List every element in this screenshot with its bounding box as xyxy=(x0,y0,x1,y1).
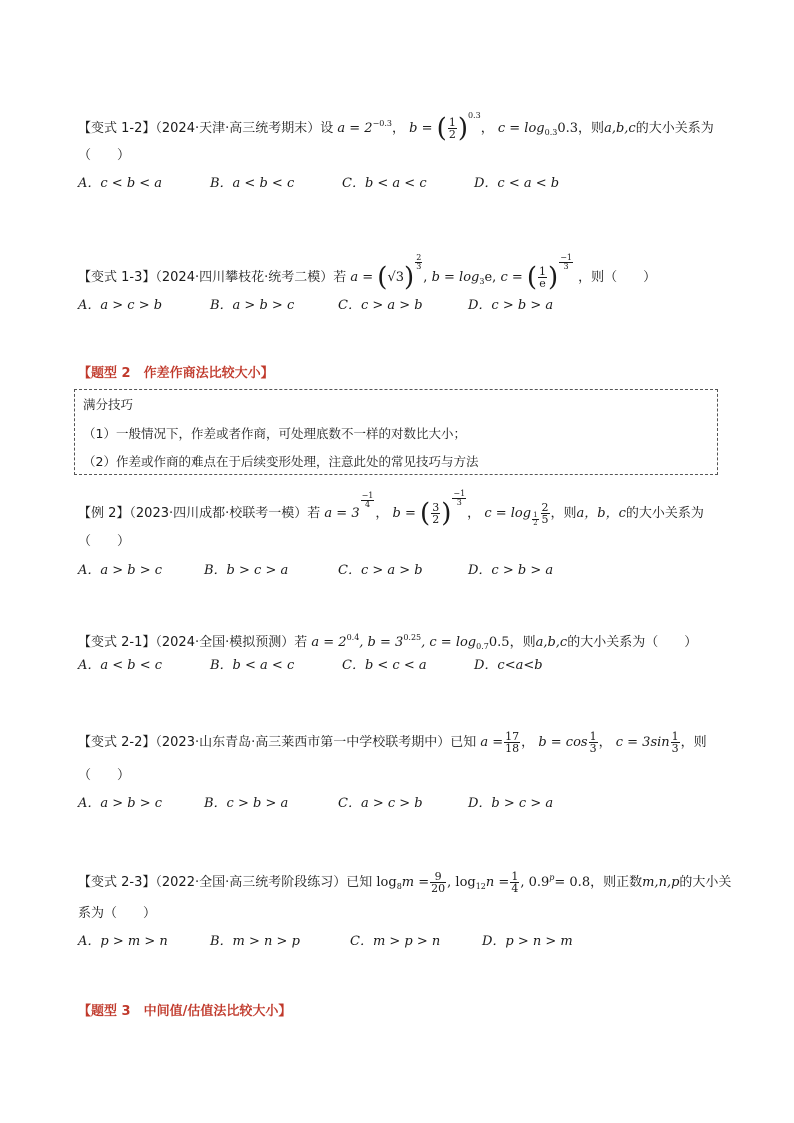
option-d[interactable]: D．c<a<b xyxy=(474,658,543,673)
option-b[interactable]: B．a < b < c xyxy=(210,176,295,191)
question-continuation: 系为（ ） xyxy=(78,906,157,921)
answer-blank: （ ） xyxy=(78,768,131,783)
option-a[interactable]: A．a > b > c xyxy=(78,563,163,578)
option-b[interactable]: B．c > b > a xyxy=(204,796,289,811)
question-tag: 【变式 2-2】 xyxy=(78,735,156,750)
question-variant-2-3: 【变式 2-3】（2022·全国·高三统考阶段练习）已知 $\log_8m$ = $\frac{9}{20}$ , $\log_{12}n$ = $\frac{1}{4}$ , $0.9^p= 0.8$，则正数m,n,p的大小关 xyxy=(78,870,732,895)
option-a[interactable]: A．p > m > n xyxy=(78,934,168,949)
question-tag: 【变式 2-1】 xyxy=(78,635,156,650)
option-c[interactable]: C．c > a > b xyxy=(338,298,423,313)
option-d[interactable]: D．b > c > a xyxy=(468,796,554,811)
tips-line-2: （2）作差或作商的难点在于后续变形处理，注意此处的常见技巧与方法 xyxy=(83,454,479,469)
tips-line-1: （1）一般情况下，作差或者作商，可处理底数不一样的对数比大小； xyxy=(83,426,466,441)
question-variant-2-1: 【变式 2-1】（2024·全国·模拟预测）若 $a = 2^{0.4}$, $b = 3^{0.25}$, $c = \log_{0.7}0.5$，则a,b,c的大小关系为（ ） xyxy=(78,633,698,651)
question-tag: 【变式 2-3】 xyxy=(78,875,156,890)
question-source: （2024·天津·高三统考期末）设 xyxy=(155,121,334,136)
question-source: （2023·四川成都·校联考一模）若 xyxy=(129,506,321,521)
question-source: （2023·山东青岛·高三莱西市第一中学校联考期中）已知 xyxy=(155,735,477,750)
option-c[interactable]: C．b < c < a xyxy=(342,658,427,673)
option-b[interactable]: B．a > b > c xyxy=(210,298,295,313)
option-b[interactable]: B．b > c > a xyxy=(204,563,289,578)
option-d[interactable]: D．c > b > a xyxy=(468,563,554,578)
question-variant-2-2: 【变式 2-2】（2023·山东青岛·高三莱西市第一中学校联考期中）已知 a = $\frac{17}{18}$ ， b = cos $\frac{1}{3}$ ， c = 3sin $\frac{1}{3}$ ，则 xyxy=(78,730,707,755)
option-a[interactable]: A．a > c > b xyxy=(78,298,163,313)
option-c[interactable]: C．c > a > b xyxy=(338,563,423,578)
option-d[interactable]: D．c < a < b xyxy=(474,176,560,191)
question-source: （2024·全国·模拟预测）若 xyxy=(155,635,308,650)
option-c[interactable]: C．b < a < c xyxy=(342,176,427,191)
option-a[interactable]: A．a < b < c xyxy=(78,658,163,673)
question-tag: 【变式 1-3】 xyxy=(78,270,156,285)
question-example-2: 【例 2】（2023·四川成都·校联考一模）若 a = 3 $^{\frac{-1}{4}}$ ， b = ( $\frac{3}{2}$ ) $^{\frac{-1}{3}}$ ， c = log $_{\frac{1}{2}}$ $\frac{2}{5}$ ，则a，b，c的大小关系为 xyxy=(78,489,704,529)
option-b[interactable]: B．m > n > p xyxy=(210,934,300,949)
section-heading-type-3: 【题型 3 中间值/估值法比较大小】 xyxy=(78,1004,292,1019)
question-source: （2024·四川攀枝花·统考二模）若 xyxy=(155,270,347,285)
answer-blank: （ ） xyxy=(78,534,131,549)
question-tag: 【例 2】 xyxy=(78,506,130,521)
option-a[interactable]: A．a > b > c xyxy=(78,796,163,811)
option-a[interactable]: A．c < b < a xyxy=(78,176,163,191)
question-variant-1-3: 【变式 1-3】（2024·四川攀枝花·统考二模）若 a = (√3) $^{\frac{2}{3}}$ , $b = \log_3e$, c = ( $\frac{1}{e}$ ) $^{\frac{-1}{3}}$ ，则（ ） xyxy=(78,253,657,293)
tips-box xyxy=(74,389,718,475)
question-tag: 【变式 1-2】 xyxy=(78,121,156,136)
option-c[interactable]: C．a > c > b xyxy=(338,796,423,811)
answer-blank: （ ） xyxy=(78,148,131,163)
question-source: （2022·全国·高三统考阶段练习）已知 xyxy=(155,875,373,890)
option-c[interactable]: C．m > p > n xyxy=(350,934,441,949)
question-variant-1-2: 【变式 1-2】（2024·天津·高三统考期末）设 $a = 2^{-0.3}$， b = ( $\frac{1}{2}$ )$^{0.3}$， $c = \log_{0.3}0.3$，则a,b,c的大小关系为 xyxy=(78,111,714,144)
option-d[interactable]: D．p > n > m xyxy=(482,934,573,949)
option-d[interactable]: D．c > b > a xyxy=(468,298,554,313)
section-heading-type-2: 【题型 2 作差作商法比较大小】 xyxy=(78,366,274,381)
tips-title: 满分技巧 xyxy=(83,397,134,412)
option-b[interactable]: B．b < a < c xyxy=(210,658,295,673)
